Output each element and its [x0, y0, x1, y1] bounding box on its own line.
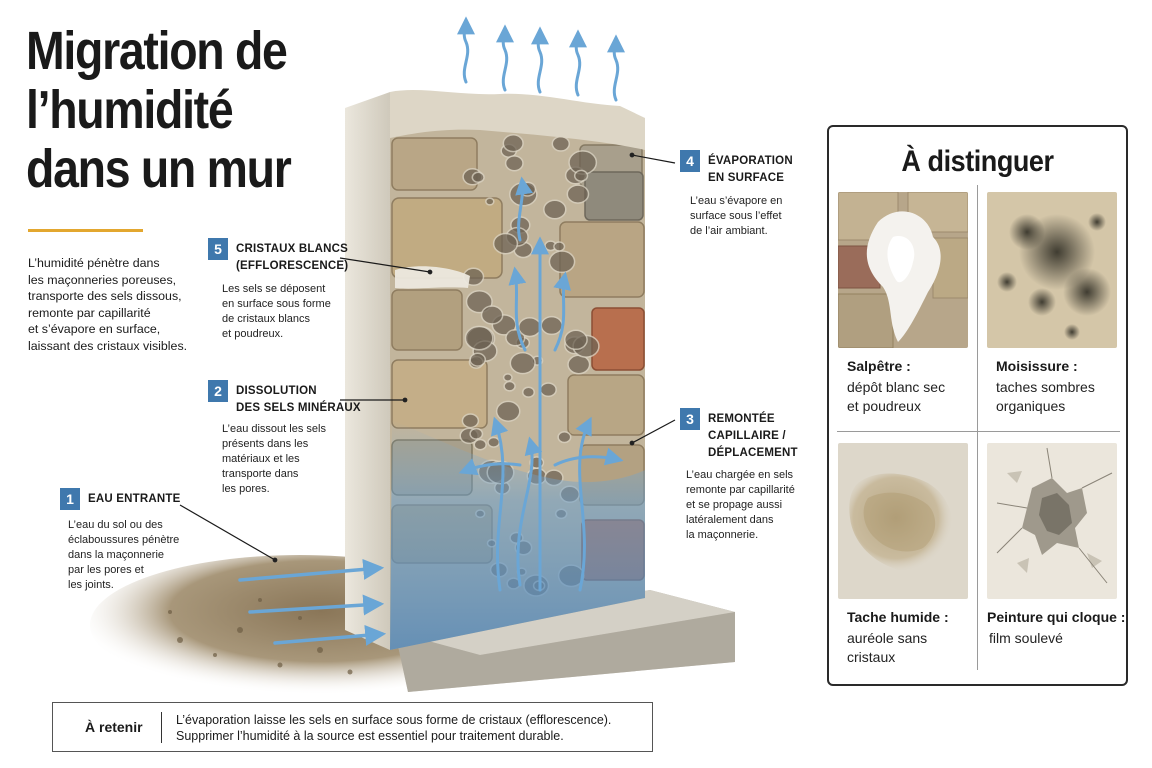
mortar-pore [540, 383, 556, 396]
peeling-paint-photo-icon [987, 443, 1117, 599]
item-desc-line: dépôt blanc sec [847, 379, 946, 395]
mortar-pore [552, 137, 569, 151]
step-number-badge: 2 [208, 380, 228, 402]
intro-line: laissant des cristaux visibles. [28, 338, 188, 353]
step-desc-line: transporte dans [222, 468, 299, 480]
step-description [68, 518, 179, 593]
step-title-line: (EFFLORESCENCE) [236, 260, 349, 272]
step-desc-line: dans la maçonnerie [68, 549, 165, 561]
takeaway-line: Supprimer l’humidité à la source est essentiel pour traitement durable. [176, 729, 564, 743]
step-title-line: CAPILLAIRE / [708, 430, 786, 442]
step-number-badge: 4 [680, 150, 700, 172]
takeaway-label: À retenir [85, 719, 143, 735]
panel-title: À distinguer [901, 145, 1054, 178]
mortar-pore [506, 156, 523, 171]
saltpeter-photo-icon [838, 192, 968, 348]
comparison-panel [827, 125, 1128, 686]
mortar-pore [482, 306, 503, 324]
key-takeaway-box [52, 702, 653, 752]
intro-line: transporte des sels dissous, [28, 289, 182, 303]
mortar-pore [474, 440, 486, 450]
evaporation-arrows [464, 20, 618, 100]
mortar-pore [494, 234, 518, 254]
step-desc-line: remonte par capillarité [686, 484, 795, 496]
mortar-pore [558, 432, 571, 443]
step-desc-line: et poudreux. [222, 328, 284, 340]
step-desc-line: L’eau dissout les sels [222, 423, 326, 435]
takeaway-text [176, 712, 611, 744]
item-desc-line: film soulevé [989, 630, 1063, 646]
intro-line: les maçonneries poreuses, [28, 272, 177, 287]
step-title [708, 153, 793, 187]
step-desc-line: de cristaux blancs [222, 313, 311, 325]
mortar-pore [503, 135, 523, 152]
mortar-pore [575, 170, 588, 181]
step-desc-line: L’eau chargée en sels [686, 469, 794, 481]
item-description [989, 629, 1063, 648]
item-name: Salpêtre : [847, 358, 911, 374]
step-title-line: CRISTAUX BLANCS [236, 243, 349, 255]
title-line: l’humidité [26, 80, 233, 140]
step-description [686, 468, 795, 543]
mortar-pore [488, 438, 499, 448]
step-title [236, 383, 361, 417]
mortar-pore [519, 318, 541, 337]
step-desc-line: en surface sous forme [222, 298, 331, 310]
mortar-pore [504, 382, 515, 391]
step-title [708, 411, 798, 462]
mortar-pore [565, 330, 587, 349]
step-desc-line: la maçonnerie. [686, 529, 759, 541]
mortar-pore [465, 326, 492, 349]
step-title-line: REMONTÉE [708, 413, 775, 425]
step-title-line: DES SELS MINÉRAUX [236, 402, 361, 414]
mortar-pore [541, 317, 562, 335]
step-title [236, 241, 348, 275]
mold-photo-icon [987, 192, 1117, 348]
step-description [690, 194, 782, 239]
mortar-pore [568, 355, 590, 373]
item-name: Moisissure : [996, 358, 1078, 374]
mortar-pore [554, 242, 565, 251]
step-title-line: EN SURFACE [708, 172, 785, 184]
step-description [222, 422, 326, 497]
step-desc-line: matériaux et les [222, 453, 300, 465]
step-desc-line: surface sous l’effet [690, 210, 782, 222]
takeaway-line: L’évaporation laisse les sels en surface sous forme de cristaux (efflorescence). [176, 713, 612, 727]
mortar-pore [470, 429, 482, 440]
mortar-pore [504, 374, 512, 381]
title-line: Migration de [26, 21, 287, 81]
step-title-line: ÉVAPORATION [708, 155, 793, 167]
item-desc-line: organiques [996, 398, 1066, 414]
item-name: Tache humide : [847, 609, 949, 625]
panel-divider-vertical [977, 185, 978, 670]
step-desc-line: latéralement dans [686, 514, 774, 526]
intro-line: L’humidité pénètre dans [28, 256, 160, 270]
takeaway-separator [161, 712, 162, 743]
mortar-pore [497, 401, 520, 421]
mortar-pore [486, 198, 494, 205]
step-desc-line: L’eau s’évapore en [690, 195, 783, 207]
wall-side-face [345, 92, 390, 650]
step-title [88, 491, 181, 508]
title-line: dans un mur [26, 139, 291, 199]
step-description [222, 282, 331, 342]
step-desc-line: présents dans les [222, 438, 309, 450]
item-description [847, 629, 927, 667]
item-desc-line: taches sombres [996, 379, 1095, 395]
step-number-badge: 5 [208, 238, 228, 260]
item-desc-line: auréole sans [847, 630, 928, 646]
step-number-badge: 1 [60, 488, 80, 510]
mortar-pore [544, 200, 566, 219]
mortar-pore [470, 353, 485, 366]
step-title-line: EAU ENTRANTE [88, 493, 181, 505]
step-title-line: DÉPLACEMENT [708, 447, 798, 459]
mortar-pore [472, 172, 484, 182]
step-desc-line: par les pores et [68, 564, 144, 576]
step-desc-line: éclaboussures pénètre [68, 534, 180, 546]
step-desc-line: les pores. [222, 483, 270, 495]
item-desc-line: cristaux [847, 649, 896, 665]
mortar-pore [523, 387, 535, 397]
step-desc-line: les joints. [68, 579, 114, 591]
item-name: Peinture qui cloque : [987, 609, 1126, 625]
step-title-line: DISSOLUTION [236, 385, 317, 397]
mortar-pore [549, 251, 574, 272]
mortar-pore [510, 353, 535, 374]
item-description [996, 378, 1095, 416]
step-desc-line: Les sels se déposent [222, 283, 326, 295]
step-desc-line: et se propage aussi [686, 499, 783, 511]
panel-divider-horizontal [837, 431, 1120, 432]
mortar-pore [567, 185, 588, 203]
step-number-badge: 3 [680, 408, 700, 430]
intro-line: et s’évapore en surface, [28, 322, 161, 336]
item-description [847, 378, 945, 416]
damp-stain-photo-icon [838, 443, 968, 599]
step-desc-line: de l’air ambiant. [690, 225, 768, 237]
item-desc-line: et poudreux [847, 398, 921, 414]
mortar-pore [462, 414, 478, 428]
intro-line: remonte par capillarité [28, 305, 151, 320]
step-desc-line: L’eau du sol ou des [68, 519, 163, 531]
